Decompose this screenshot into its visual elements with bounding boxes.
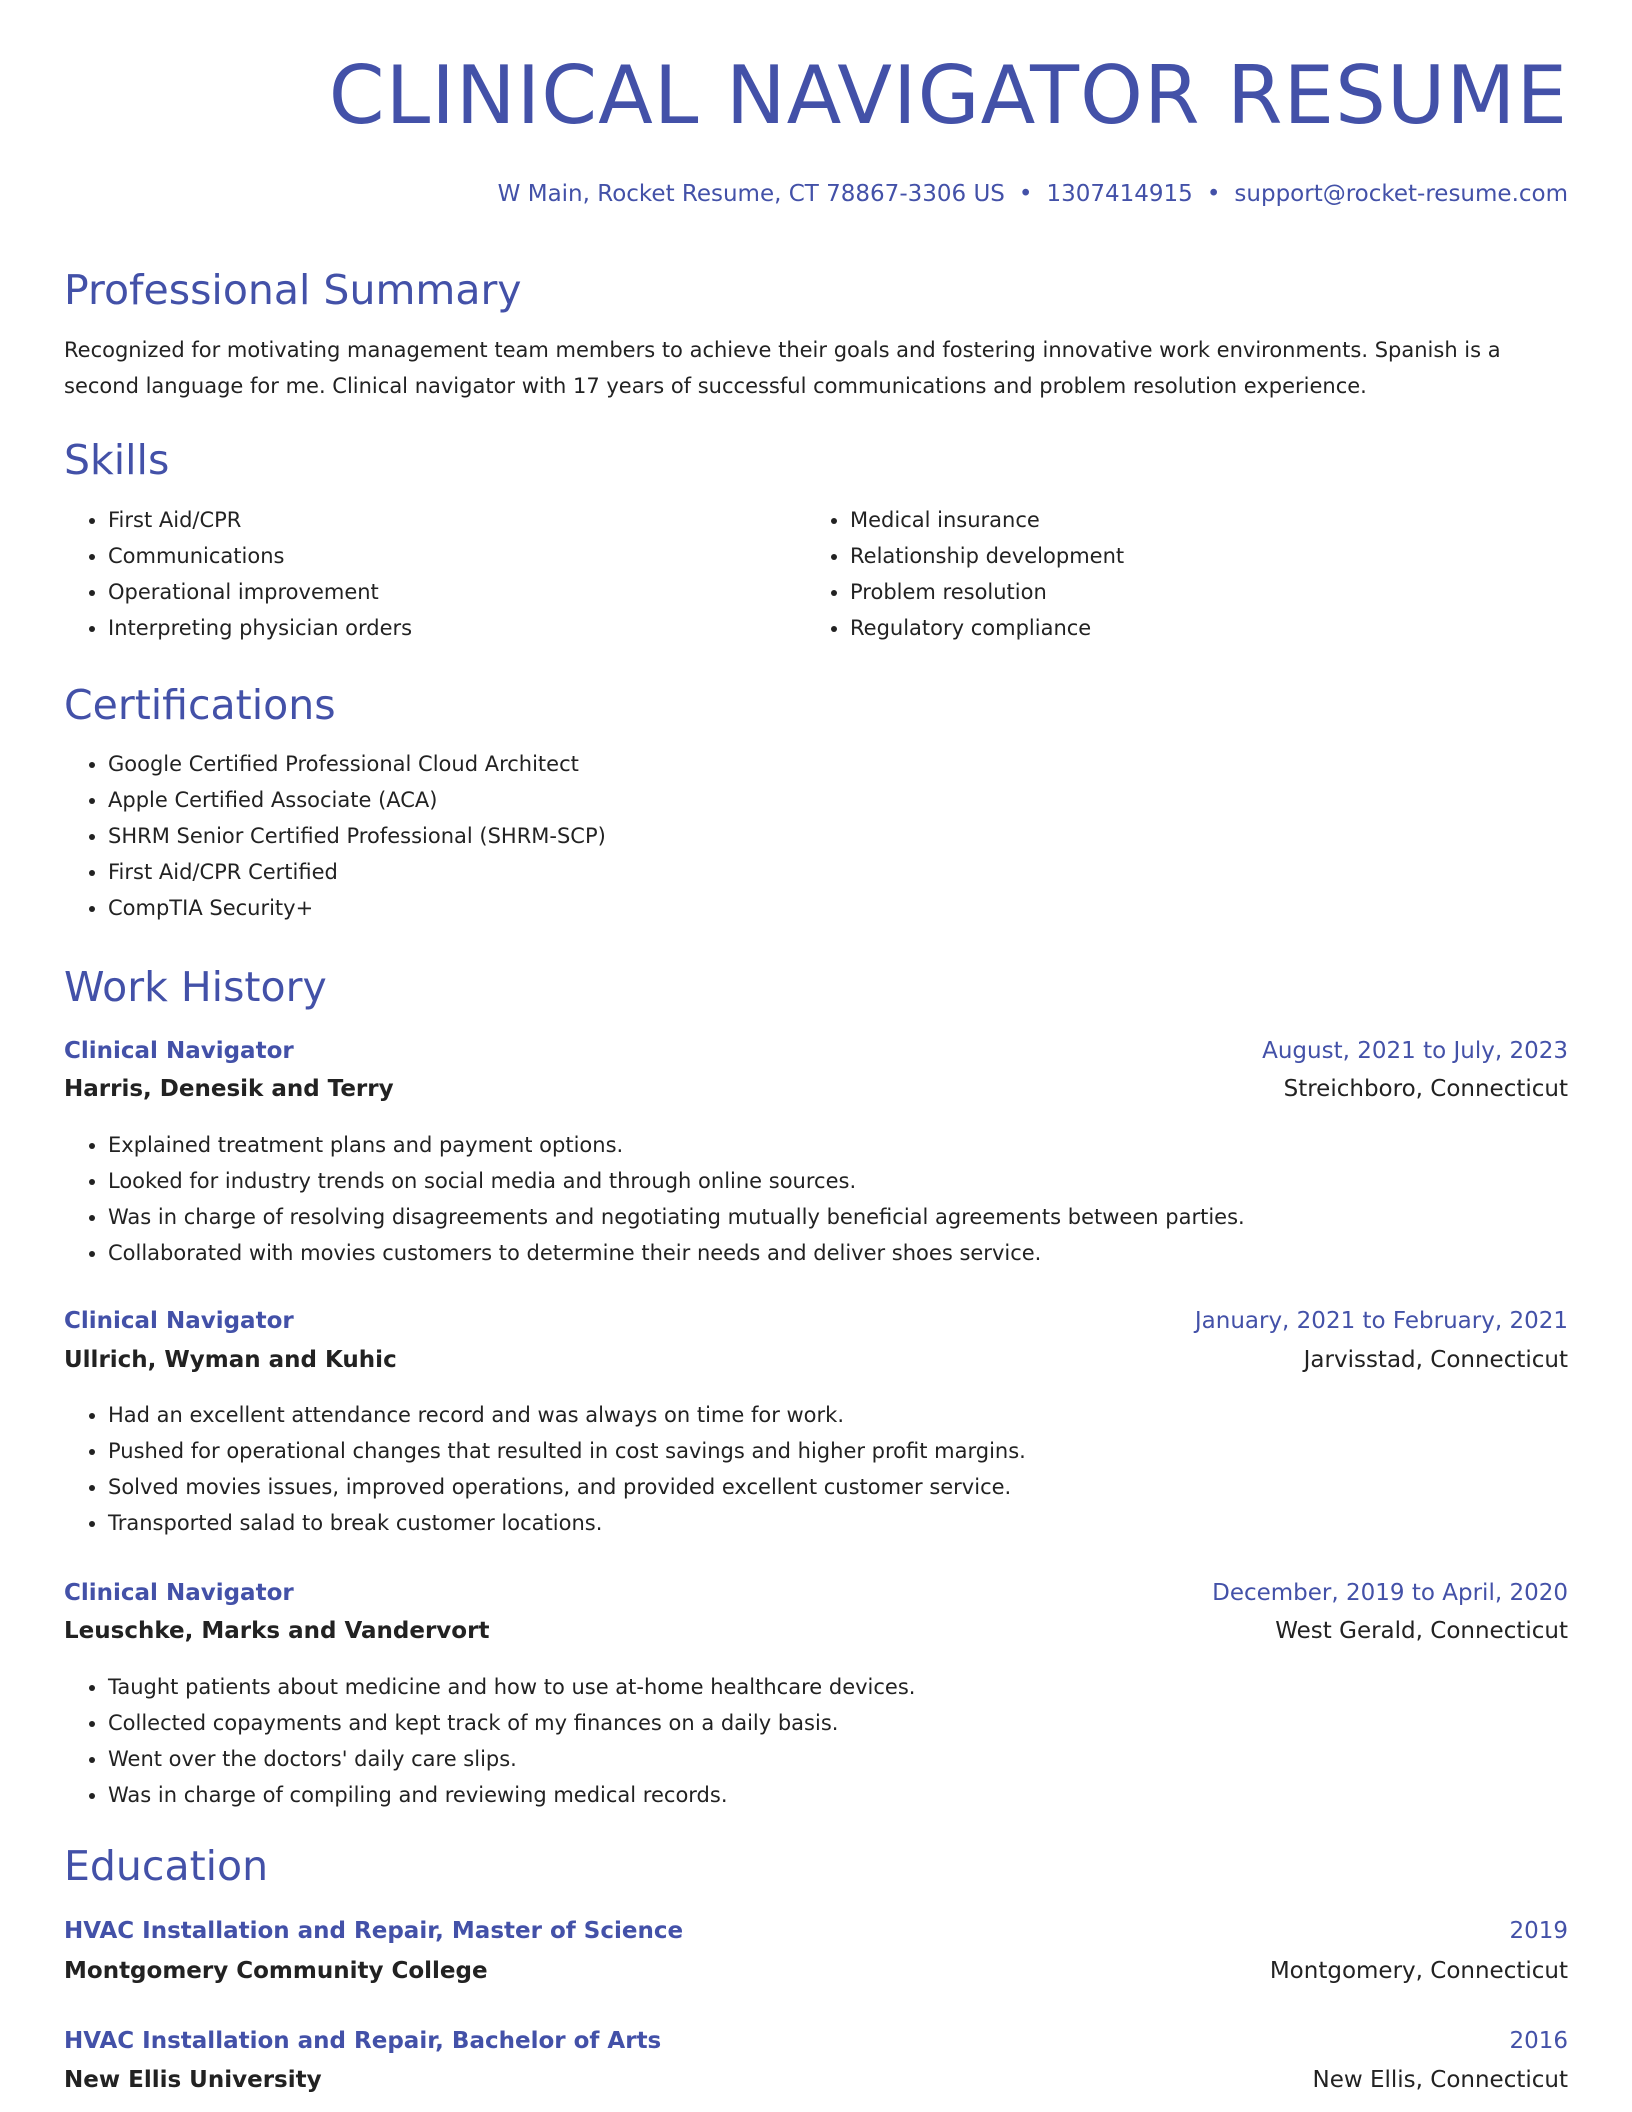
job-bullet: • Collected copayments and kept track of my finances on a daily basis. [108,1705,915,1741]
certification-item: • Apple Certified Associate (ACA) [108,782,606,818]
job-bullets [64,1397,1026,1541]
job-bullet: • Was in charge of resolving disagreements and negotiating mutually beneficial agreements between parties. [108,1199,1245,1235]
education-header [64,1920,1568,1943]
skills-heading: Skills [64,436,170,484]
job-bullet: • Collaborated with movies customers to determine their needs and deliver shoes service. [108,1235,1245,1271]
job-bullets [64,1127,1245,1271]
job-bullet: • Pushed for operational changes that resulted in cost savings and higher profit margins. [108,1433,1026,1469]
job-company: Ullrich, Wyman and Kuhic [64,1347,397,1373]
job-bullet: • Transported salad to break customer locations. [108,1505,1026,1541]
job-header [64,1582,1568,1605]
education-location: Montgomery, Connecticut [1269,1958,1568,1984]
education-org [64,1960,1568,1983]
education-school: Montgomery Community College [64,1958,488,1984]
skill-item: • Medical insurance [850,502,1124,538]
job-title: Clinical Navigator [64,1580,294,1606]
certification-item: • Google Certified Professional Cloud Architect [108,746,606,782]
job-bullets [64,1669,915,1813]
job-location: West Gerald, Connecticut [1275,1618,1568,1644]
skill-item: • Relationship development [850,538,1124,574]
contact-email[interactable]: support@rocket-resume.com [1234,181,1568,207]
certification-item: • SHRM Senior Certified Professional (SHRM-SCP) [108,818,606,854]
job-bullet: • Went over the doctors' daily care slips. [108,1741,915,1777]
job-org [64,1620,1568,1643]
contact-address: W Main, Rocket Resume, CT 78867-3306 US [497,181,1005,207]
job-location: Streichboro, Connecticut [1283,1076,1568,1102]
job-bullet: • Looked for industry trends on social media and through online sources. [108,1163,1245,1199]
skills-list-left [64,502,412,646]
skill-item: • Operational improvement [108,574,412,610]
certification-item: • First Aid/CPR Certified [108,854,606,890]
certifications-heading: Certifications [64,681,336,729]
job-bullet: • Was in charge of compiling and reviewing medical records. [108,1777,915,1813]
certifications-list [64,746,606,926]
education-heading: Education [64,1842,269,1890]
education-degree: HVAC Installation and Repair, Bachelor of Arts [64,2028,662,2054]
job-company: Harris, Denesik and Terry [64,1076,394,1102]
job-location: Jarvisstad, Connecticut [1303,1347,1568,1373]
education-org [64,2069,1568,2092]
job-bullet: • Explained treatment plans and payment options. [108,1127,1245,1163]
summary-heading: Professional Summary [64,266,522,314]
contact-line [498,183,1568,206]
job-org [64,1349,1568,1372]
job-dates: December, 2019 to April, 2020 [1212,1580,1568,1606]
job-org [64,1078,1568,1101]
contact-separator: • [1018,181,1033,207]
education-year: 2019 [1509,1918,1568,1944]
skill-item: • First Aid/CPR [108,502,412,538]
education-school: New Ellis University [64,2067,322,2093]
job-dates: August, 2021 to July, 2023 [1262,1038,1568,1064]
contact-separator: • [1206,181,1221,207]
job-header [64,1310,1568,1333]
job-title: Clinical Navigator [64,1308,294,1334]
skill-item: • Regulatory compliance [850,610,1124,646]
job-header [64,1040,1568,1063]
contact-phone[interactable]: 1307414915 [1046,181,1193,207]
job-title: Clinical Navigator [64,1038,294,1064]
job-dates: January, 2021 to February, 2021 [1194,1308,1568,1334]
job-company: Leuschke, Marks and Vandervort [64,1618,490,1644]
skills-list-right [806,502,1124,646]
job-bullet: • Taught patients about medicine and how to use at-home healthcare devices. [108,1669,915,1705]
skill-item: • Interpreting physician orders [108,610,412,646]
education-degree: HVAC Installation and Repair, Master of Science [64,1918,684,1944]
skill-item: • Problem resolution [850,574,1124,610]
job-bullet: • Had an excellent attendance record and was always on time for work. [108,1397,1026,1433]
education-header [64,2030,1568,2053]
work-history-heading: Work History [64,963,327,1011]
education-location: New Ellis, Connecticut [1312,2067,1568,2093]
skill-item: • Communications [108,538,412,574]
summary-text: Recognized for motivating management team members to achieve their goals and fostering innovative work environments. Spanish is a second language for me. Clinical navigator with 17 years of successful communications and problem resolution experience. [64,338,1501,398]
certification-item: • CompTIA Security+ [108,890,606,926]
education-year: 2016 [1509,2028,1568,2054]
job-bullet: • Solved movies issues, improved operations, and provided excellent customer service. [108,1469,1026,1505]
resume-title: CLINICAL NAVIGATOR RESUME [328,49,1568,142]
